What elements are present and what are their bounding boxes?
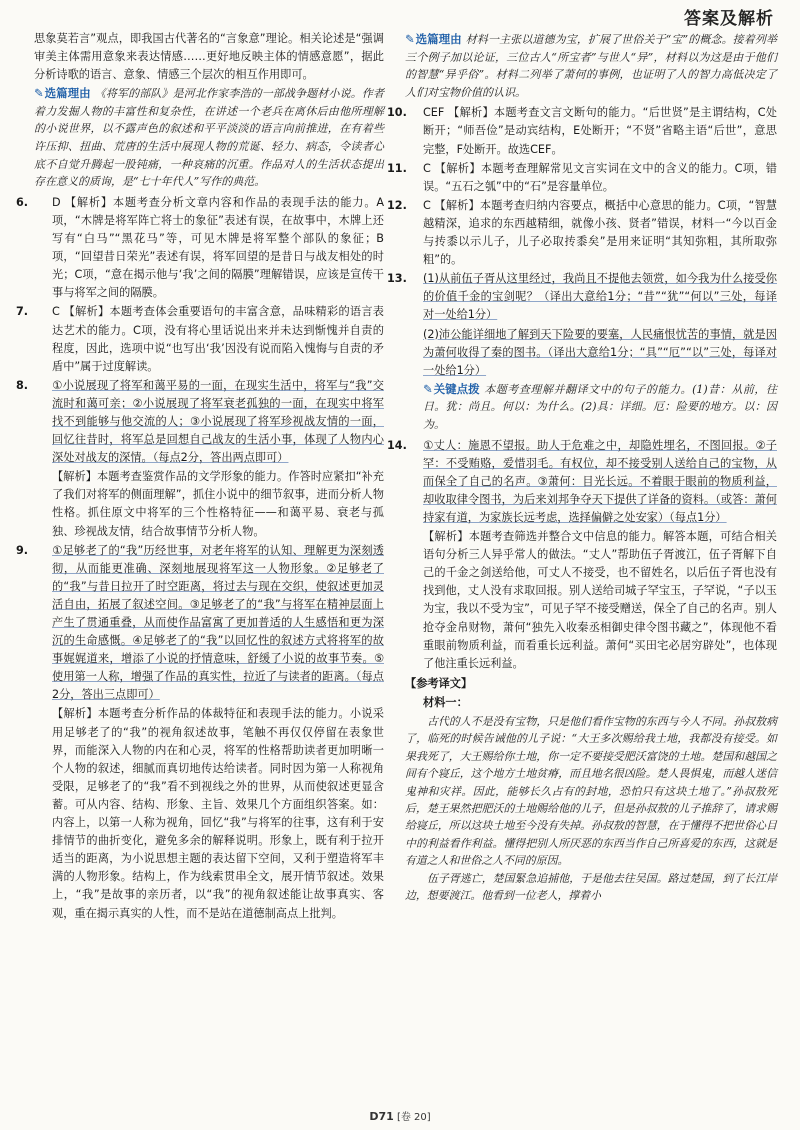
selection-reason-text: 《将军的部队》是河北作家李浩的一部战争题材小说。作者着力发掘人物的丰富性和复杂性，在讲述一个老兵在离休后由他所理解的小说世界，以不露声色的叙述和平平淡淡的语言向前推进，在有着些许压抑、扭曲、荒唐的生活中展现人物的荒诞、轻力、病态，令读者心底不自觉升腾起一股钝痛，一种哀痛的沉重。作品对人的生活状态提出存在意义的质询，是“七十年代人”写作的典范。 (34, 87, 384, 189)
answer-item-7 (16, 303, 384, 375)
pen-icon: ✎ (423, 381, 433, 396)
key-point-tag: ✎关键点拨 (423, 381, 480, 396)
page-footer (0, 1108, 800, 1123)
answer-text: ①丈人：施恩不望报。助人于危难之中，却隐姓埋名，不图回报。②子罕：不受贿赂，爱惜羽毛。有权位，却不接受别人送给自己的宝物，从而保全了自己的名声。③萧何：目光长远。不着眼于眼前的物质利益，却收取律令图书，为后来刘邦争夺天下提供了详备的资料。（或答：萧何持家有道，为家族长远考虑，选择偏僻之处安家）（每点1分） (423, 438, 777, 524)
question-number: 7. (16, 305, 29, 319)
question-number: 13. (387, 272, 407, 286)
selection-reason-note (34, 85, 384, 191)
question-number: 14. (387, 438, 407, 452)
answer-text: D 【解析】本题考查分析文章内容和作品的表现手法的能力。A项，“木牌是将军阵亡将士的象征”表述有误，在故事中，木牌上还写有“白马”“黑花马”等，可见木牌是将军整个部队的象征；B项，“回望昔日荣光”表述有误，将军回望的是昔日与战友相处的时光；C项，“意在揭示他与‘我’之间的隔膜”理解错误，应该是宣传干事与将军之间的隔膜。 (52, 195, 384, 300)
answer-item-9 (16, 542, 384, 705)
selection-reason-tag: ✎选篇理由 (34, 86, 91, 101)
right-column (387, 30, 777, 904)
intro-paragraph: 思象莫若言”观点，即我国古代著名的“言象意”理论。相关论述是“强调审美主体需用意象来表达情感……更好地反映主体的情感意愿”，据此分析诗歌的语言、意象、情感三个层次的相互作用即可。 (34, 32, 384, 82)
answer-item-11 (387, 160, 777, 196)
page-number: D71 (369, 1110, 394, 1123)
selection-reason-text-2: 材料一主张以道德为宝，扩展了世俗关于“宝”的概念。接着列举三个例子加以论证，三位古人“所宝者”与世人“异”，材料以为这是由于他们的智慧“异乎俗”。材料二列举了萧何的事例，也证明了人的智力高低决定了人们对宝物价值的认识。 (405, 33, 777, 99)
answer-text: C 【解析】本题考查归纳内容要点，概括中心意思的能力。C项，“智慧越精深，追求的东西越精细，就像小孩、贤者”错误，材料一“今以百金与抟黍以示儿子，儿子必取抟黍矣”是用来证明“其知弥粗，其所取弥粗”的。 (423, 198, 777, 267)
answer-item-10 (387, 104, 777, 158)
question-number: 8. (16, 378, 29, 392)
pen-icon: ✎ (405, 32, 415, 46)
answer-text: ①足够老了的“我”历经世事，对老年将军的认知、理解更为深刻透彻，从而能更准确、深刻地展现将军这一人物形象。②足够老了的“我”与昔日拉开了时空距离，将过去与现在交织，使叙述更加灵活自由，拓展了叙述空间。③足够老了的“我”与将军在精神层面上产生了贯通重叠，从而使作品富寓了更加普适的人生感悟和更为深沉的生命感慨。④足够老了的“我”以回忆性的叙述方式将将军的故事娓娓道来，增添了小说的抒情意味，舒缓了小说的故事节奏。⑤使用第一人称，增强了作品的真实性，拉近了与读者的距离。（每点2分，答出三点即可） (52, 543, 384, 702)
answer-text: CEF 【解析】本题考查文言文断句的能力。“后世贤”是主谓结构，C处断开；“师吾俭”是动宾结构，E处断开；“不贤”省略主语“后世”，意思完整，F处断开。故选CEF。 (423, 106, 777, 156)
translation-paragraph-2: 伍子胥逃亡，楚国緊急追捕他，于是他去往吴国。路过楚国，到了长江岸边，想要渡江。他看到一位老人，撑着小 (405, 871, 777, 903)
answer-text: C 【解析】本题考查体会重要语句的丰富含意，品味精彩的语言表达艺术的能力。C项，没有将心里话说出来并未达到惭愧并自责的程度，因此，选项中说“也写出‘我’因没有说而陷入愧悔与自责的矛盾中”属于过度解读。 (52, 305, 384, 373)
answer-text: C 【解析】本题考查理解常见文言实词在文中的含义的能力。C项，错误。“五石之瓠”中的“石”是容量单位。 (423, 161, 777, 193)
translation-material-heading: 材料一： (423, 695, 468, 709)
analysis-9: 【解析】本题考查分析作品的体裁特征和表现手法的能力。小说采用足够老了的“我”的视角叙述故事，笔触不再仅仅停留在表象世界，而能深入人物的内在和心灵，将军的性格帮助读者更加明晰一个人物的叙述，细腻而真切地传达给读者。同时因为第一人称视角受限，足够老了的“我”看不到视线之外的世界，从而使叙述更显含蓄。可从内容、结构、形象、主旨、效果几个方面组织答案。如：内容上，以第一人称为视角，回忆“我”与将军的往事，这有利于安排情节的曲折变化，避免多余的解释说明。形象上，既有利于拉开适当的距离，为小说思想主题的表达留下空间，又利于塑造将军丰满的人物形象。结构上，作为线索贯串全文，展开情节叙述。效果上，“我”是故事的亲历者，以“我”的视角叙述能让故事真实、客观，重在揭示真实的人性，而不是站在道德制高点上批判。 (52, 707, 384, 920)
question-number: 10. (387, 106, 407, 120)
selection-reason-note-2 (405, 31, 777, 101)
left-column (16, 30, 384, 924)
key-point-text: 本题考查理解并翻译文中的句子的能力。(1)昔：从前，往日。犹：尚且。何以：为什么。(2)具：详细。厄：险要的地方。以：因为。 (423, 382, 777, 431)
answer-item-6 (16, 194, 384, 303)
answer-item-8 (16, 377, 384, 467)
answer-item-12 (387, 197, 777, 269)
pen-icon: ✎ (34, 86, 44, 101)
analysis-14: 【解析】本题考查筛选并整合文中信息的能力。解答本题，可结合相关语句分析三人异乎常人的做法。“丈人”帮助伍子胥渡江，伍子胥解下自己的千金之剑送给他，可丈人不接受，也不留姓名，以后伍子胥也没有找到他，丈人没有求取回报。别人送给司城子罕宝玉，子罕说，“子以玉为宝，我以不受为宝”，可见子罕不接受赠送，保全了自己的名声。别人抢夺金帛财物，萧何“独先入收秦丞相御史律令图书藏之”，体现他不看重眼前物质利益，而看重长远利益。萧何“买田宅必居穷辟处”，也体现了他注重长远利益。 (423, 530, 777, 670)
question-number: 11. (387, 161, 407, 175)
answer-item-13 (387, 270, 777, 324)
question-number: 12. (387, 198, 407, 212)
volume-label: [卷 20] (396, 1112, 431, 1123)
page-header-title: 答案及解析 (684, 9, 774, 29)
analysis-8: 【解析】本题考查鉴赏作品的文学形象的能力。作答时应紧扣“补充了我们对将军的侧面理解”，抓住小说中的细节叙事，进而分析人物性格。抓住原文中将军的三个性格特征——和蔼平易、衰老与孤独、珍视战友情，结合故事情节分析人物。 (52, 470, 384, 538)
answer-item-13-part2: (2)沛公能详细地了解到天下险要的要塞，人民痛恨忧苦的事情，就是因为萧何收得了秦的图书。（译出大意给1分；“具”“厄”“以”三处，每译对一处给1分） (423, 327, 777, 377)
question-number: 6. (16, 195, 29, 209)
translation-paragraph-1: 古代的人不是没有宝物，只是他们看作宝物的东西与今人不同。孙叔敖病了，临死的时候告诫他的儿子说：“大王多次赐给我土地，我都没有接受。如果我死了，大王赐给你土地，你一定不要接受肥沃富饶的土地。楚国和越国之间有个寝丘，这个地方土地贫瘠，而且地名很凶险。楚人畏惧鬼，而越人迷信鬼神和灾祥。因此，能够长久占有的封地，恐怕只有这块土地了。”孙叔敖死后，楚王果然把肥沃的土地赐给他的儿子，但是孙叔敖的儿子推辞了，请求赐给寝丘，所以这块土地至今没有失掉。孙叔敖的智慧，在于懂得不把世俗心目中的利益看作利益。懂得把别人所厌恶的东西当作自己所喜爱的东西，这就是有道之人和世俗之人不同的原因。 (405, 714, 777, 868)
reference-translation-title: 【参考译文】 (405, 676, 473, 690)
answer-item-14 (387, 437, 777, 527)
selection-reason-tag-2: ✎选篇理由 (405, 32, 462, 46)
question-number: 9. (16, 543, 29, 557)
answer-text: ①小说展现了将军和蔼平易的一面，在现实生活中，将军与“我”交流时和蔼可亲；②小说展现了将军衰老孤独的一面，在现实中将军找不到能够与他交流的人；③小说展现了将军珍视战友情的一面，回忆往昔时，将军总是回想自己战友的生活小事，体现了人物内心深处对战友的深情。（每点2分，答出两点即可） (52, 378, 384, 465)
key-point-note (405, 381, 777, 434)
answer-text: (1)从前伍子胥从这里经过，我尚且不提他去领赏，如今我为什么接受你的价值千金的宝剑呢？（译出大意给1分；“昔”“犹”“何以”三处，每译对一处给1分） (423, 272, 777, 322)
